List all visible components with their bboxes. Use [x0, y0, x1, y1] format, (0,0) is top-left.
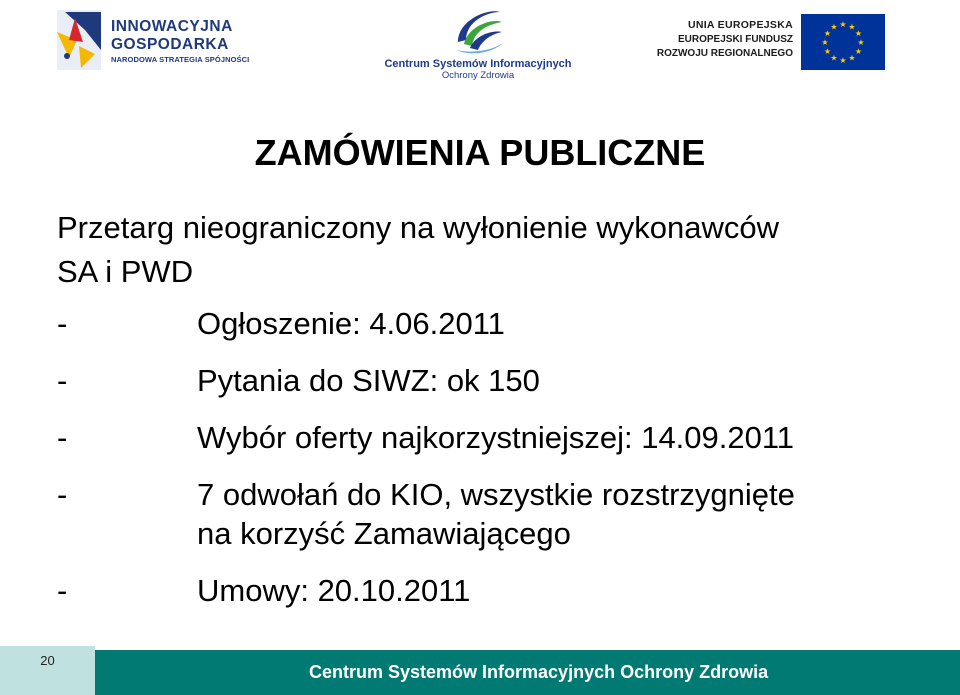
- svg-text:★: ★: [839, 56, 847, 65]
- svg-text:★: ★: [839, 20, 847, 29]
- logo-right-line2: EUROPEJSKI FUNDUSZ: [677, 34, 793, 45]
- logo-left-line2: GOSPODARKA: [111, 36, 229, 53]
- svg-text:★: ★: [848, 53, 856, 63]
- svg-text:★: ★: [830, 53, 838, 63]
- svg-text:★: ★: [848, 22, 856, 32]
- logo-left-line3: NARODOWA STRATEGIA SPÓJNOŚCI: [111, 55, 250, 64]
- footer: [0, 646, 960, 695]
- logo-left-line1: INNOWACYJNA: [111, 18, 233, 35]
- logo-bar: [0, 0, 960, 90]
- list-item: [57, 475, 937, 553]
- eu-logo: [650, 14, 885, 70]
- list-item-text-line1: 7 odwołań do KIO, wszystkie rozstrzygnięte: [197, 477, 795, 512]
- list-item: [57, 361, 937, 400]
- svg-text:★: ★: [823, 47, 832, 56]
- dash-bullet: -: [57, 573, 68, 608]
- footer-bar: [95, 650, 960, 695]
- dash-bullet: -: [57, 477, 68, 512]
- innowacyjna-gospodarka-emblem: [55, 10, 103, 70]
- svg-text:★: ★: [854, 29, 863, 38]
- list-item-text-line2: na korzyść Zamawiającego: [197, 516, 571, 551]
- innowacyjna-gospodarka-logo: [55, 10, 270, 72]
- footer-text: Centrum Systemów Informacyjnych Ochrony Zdrowia: [309, 662, 769, 682]
- list-item: [57, 571, 937, 610]
- svg-text:★: ★: [823, 29, 832, 38]
- logo-center-line2: Ochrony Zdrowia: [441, 70, 515, 81]
- slide-content: [57, 206, 937, 610]
- csioz-logo: [378, 2, 578, 84]
- list-item-text: Ogłoszenie: 4.06.2011: [197, 306, 505, 341]
- eu-flag-icon: [801, 14, 885, 70]
- lead-line-2: SA i PWD: [57, 254, 194, 289]
- dash-bullet: -: [57, 420, 68, 455]
- page-number: 20: [0, 646, 95, 695]
- list-item-text: Wybór oferty najkorzystniejszej: 14.09.2011: [197, 420, 795, 455]
- svg-text:★: ★: [854, 47, 863, 56]
- list-item-text: Umowy: 20.10.2011: [197, 573, 471, 608]
- svg-text:★: ★: [830, 22, 838, 32]
- slide-title: ZAMÓWIENIA PUBLICZNE: [254, 132, 706, 173]
- dash-bullet: -: [57, 363, 68, 398]
- svg-text:★: ★: [857, 38, 865, 47]
- csioz-swirl-emblem: [448, 2, 508, 58]
- list-item: [57, 304, 937, 343]
- list-item: [57, 418, 937, 457]
- lead-line-1: Przetarg nieograniczony na wyłonienie wykonawców: [57, 210, 779, 245]
- logo-right-line3: ROZWOJU REGIONALNEGO: [656, 48, 793, 59]
- logo-center-line1: Centrum Systemów Informacyjnych: [384, 58, 572, 70]
- svg-text:★: ★: [821, 38, 829, 47]
- dash-bullet: -: [57, 306, 68, 341]
- list-item-text: Pytania do SIWZ: ok 150: [197, 363, 540, 398]
- logo-right-line1: UNIA EUROPEJSKA: [687, 19, 793, 31]
